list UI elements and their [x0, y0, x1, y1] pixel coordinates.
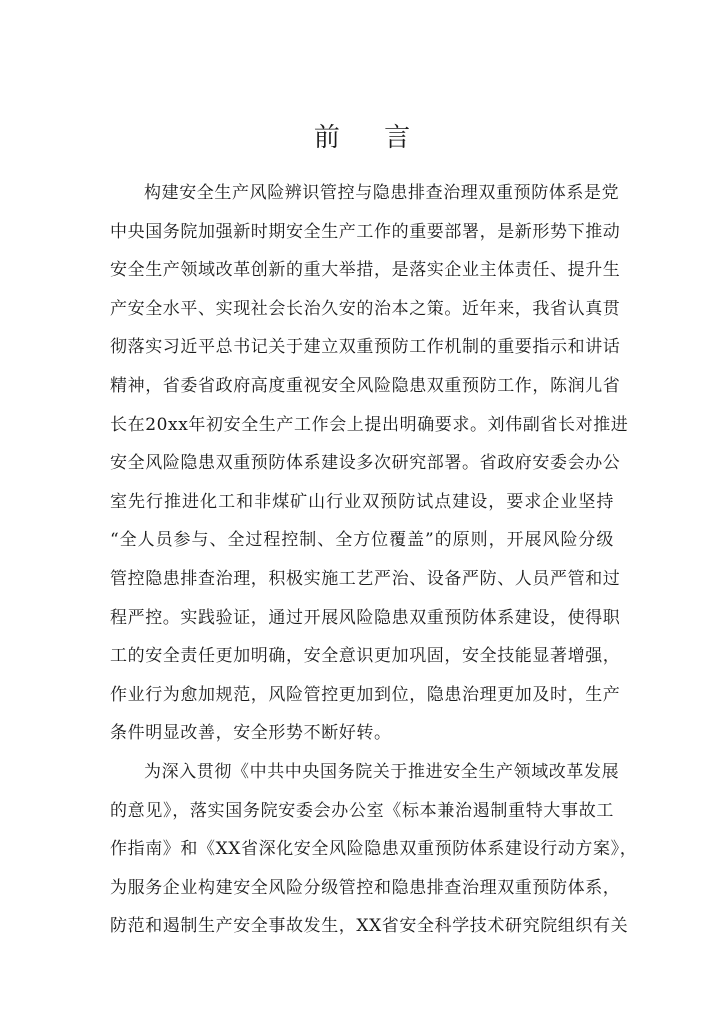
- text-line: 产安全水平、实现社会长治久安的治本之策。近年来，我省认真贯: [110, 298, 621, 319]
- text-line: 为深入贯彻《中共中央国务院关于推进安全生产领域改革发展: [144, 761, 620, 782]
- text-line: 室先行推进化工和非煤矿山行业双预防试点建设，要求企业坚持: [110, 491, 614, 512]
- text-line: 作指南》和《XX省深化安全风险隐患双重预防体系建设行动方案》，: [110, 839, 638, 860]
- text-line: 防范和遏制生产安全事故发生，XX省安全科学技术研究院组织有关: [110, 916, 629, 937]
- text-line: 构建安全生产风险辨识管控与隐患排查治理双重预防体系是党: [144, 183, 620, 203]
- text-line: 条件明显改善，安全形势不断好转。: [110, 723, 392, 744]
- text-line: 中央国务院加强新时期安全生产工作的重要部署，是新形势下推动: [110, 221, 621, 242]
- text-line: “全人员参与、全过程控制、全方位覆盖”的原则，开展风险分级: [110, 530, 614, 551]
- text-line: 作业行为愈加规范，风险管控更加到位，隐患治理更加及时，生产: [110, 684, 621, 705]
- preface-body: [110, 174, 638, 946]
- text-line: 彻落实习近平总书记关于建立双重预防工作机制的重要指示和讲话: [110, 337, 621, 358]
- text-line: 程严控。实践验证，通过开展风险隐患双重预防体系建设，使得职: [110, 607, 621, 628]
- page-title: 前 言: [313, 123, 429, 153]
- text-line: 安全风险隐患双重预防体系建设多次研究部署。省政府安委会办公: [110, 453, 621, 474]
- text-line: 为服务企业构建安全风险分级管控和隐患排查治理双重预防体系，: [110, 877, 621, 898]
- text-line: 管控隐患排查治理，积极实施工艺严治、设备严防、人员严管和过: [110, 568, 621, 589]
- text-line: 安全生产领域改革创新的重大举措，是落实企业主体责任、提升生: [110, 260, 621, 281]
- text-line: 工的安全责任更加明确，安全意识更加巩固，安全技能显著增强，: [110, 646, 621, 667]
- text-line: 长在20xx年初安全生产工作会上提出明确要求。刘伟副省长对推进: [110, 414, 629, 435]
- text-line: 的意见》，落实国务院安委会办公室《标本兼治遏制重特大事故工: [110, 800, 614, 821]
- text-line: 精神，省委省政府高度重视安全风险隐患双重预防工作，陈润儿省: [110, 375, 621, 396]
